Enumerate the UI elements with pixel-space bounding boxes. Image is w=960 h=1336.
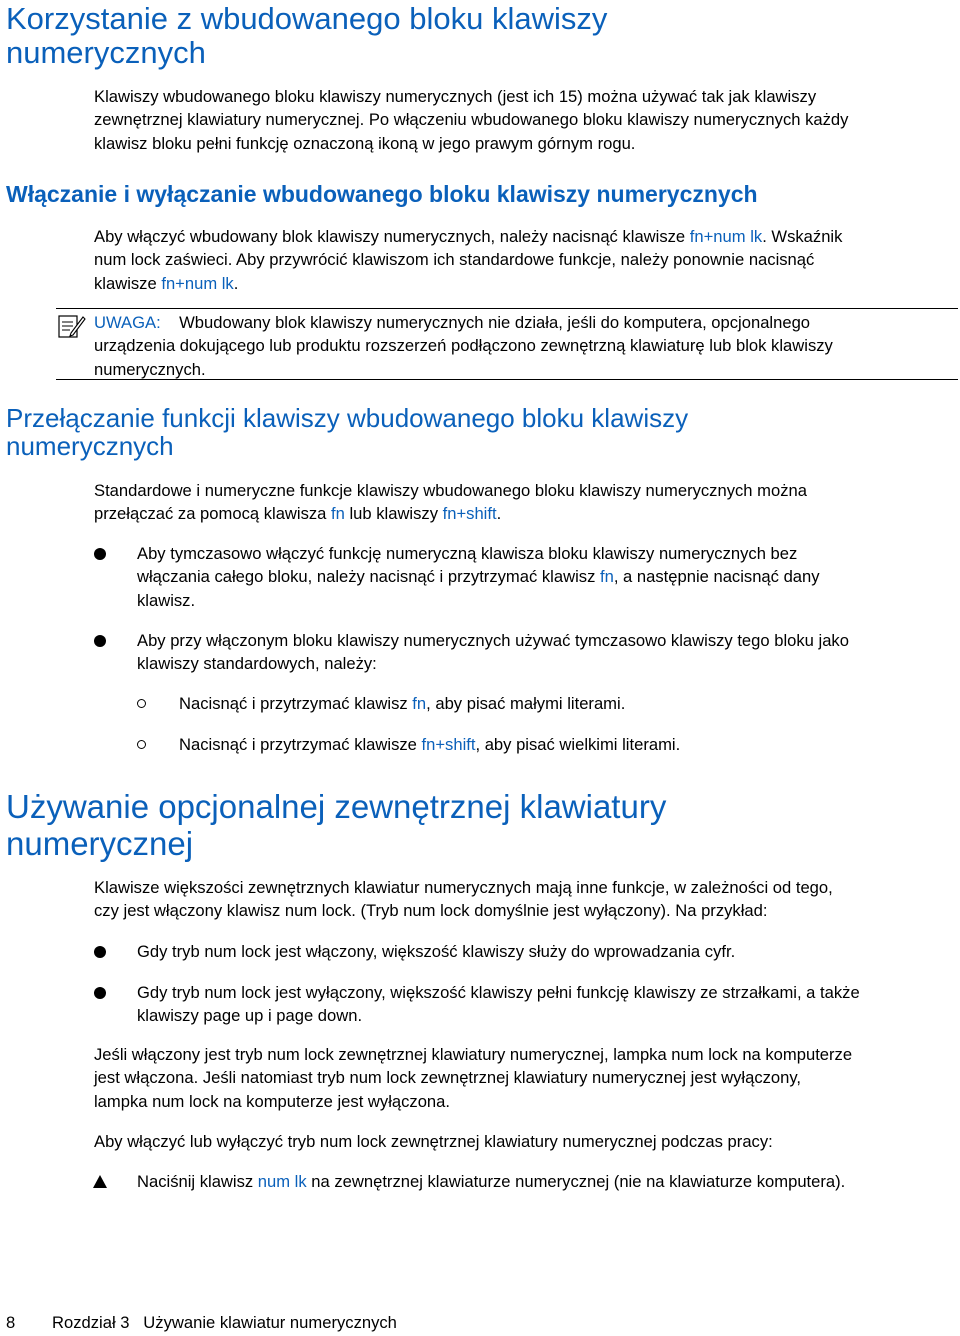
bullet-icon — [94, 946, 106, 958]
list-item: Aby przy włączonym bloku klawiszy numerycznych używać tymczasowo klawiszy tego bloku jako klawiszy standardowych, należy: — [137, 631, 849, 674]
note-bottom-rule — [56, 379, 958, 380]
note-label: UWAGA: — [94, 313, 161, 332]
toggle-paragraph: Aby włączyć lub wyłączyć tryb num lock zewnętrznej klawiatury numerycznej podczas pracy: — [94, 1132, 773, 1151]
section-title-switching — [6, 404, 688, 460]
step-item: Naciśnij klawisz num lk na zewnętrznej klawiaturze numerycznej (nie na klawiaturze komputera). — [137, 1172, 846, 1191]
bullet-icon — [94, 987, 106, 999]
title-line: Korzystanie z wbudowanego bloku klawiszy — [6, 1, 608, 36]
title-line: numerycznej — [6, 825, 194, 862]
key-fn: fn — [412, 694, 427, 713]
numlock-light-paragraph: Jeśli włączony jest tryb num lock zewnętrznej klawiatury numerycznej, lampka num lock na komputerze jest włączona. Jeśli natomiast tryb num lock zewnętrznej klawiatury numerycznej jest wyłączony, lampka num lock na komputerze jest wyłączona. — [94, 1045, 853, 1111]
sub-bullet-icon — [137, 740, 146, 749]
title-line: Używanie opcjonalnej zewnętrznej klawiatury — [6, 788, 667, 825]
title-line: numerycznych — [6, 431, 174, 461]
section-title-enable-disable: Włączanie i wyłączanie wbudowanego bloku klawiszy numerycznych — [6, 181, 758, 207]
list-item: Gdy tryb num lock jest wyłączony, większość klawiszy pełni funkcję klawiszy ze strzałkami, a także klawiszy page up i page down. — [137, 983, 860, 1026]
switching-paragraph: Standardowe i numeryczne funkcje klawiszy wbudowanego bloku klawiszy numerycznych można przełączać za pomocą klawisza fn lub klawiszy fn+shift. — [94, 481, 807, 524]
sub-list-item: Nacisnąć i przytrzymać klawisze fn+shift, aby pisać wielkimi literami. — [179, 735, 681, 754]
sub-list-item: Nacisnąć i przytrzymać klawisz fn, aby pisać małymi literami. — [179, 694, 626, 713]
page-number: 8 — [6, 1313, 16, 1332]
title-line: numerycznych — [6, 35, 206, 70]
key-numlk: num lk — [257, 1172, 307, 1191]
chapter-footer: Rozdział 3 Używanie klawiatur numerycznych — [52, 1313, 397, 1332]
key-fn-numlk: fn+num lk — [689, 227, 763, 246]
section-title-external-keypad — [6, 788, 666, 862]
key-fn-numlk: fn+num lk — [161, 273, 234, 293]
section-title-built-in-keypad — [6, 2, 607, 70]
sub-bullet-icon — [137, 699, 146, 708]
step-arrow-icon — [93, 1175, 107, 1188]
list-item: Gdy tryb num lock jest włączony, większość klawiszy służy do wprowadzania cyfr. — [137, 942, 736, 961]
key-fn: fn — [331, 504, 345, 524]
note-top-rule — [56, 308, 958, 309]
note-icon — [58, 313, 86, 339]
external-paragraph: Klawisze większości zewnętrznych klawiatur numerycznych mają inne funkcje, w zależności od tego, czy jest włączony klawisz num lock. (Tryb num lock domyślnie jest wyłączony). Na przykład: — [94, 878, 833, 921]
intro-paragraph: Klawiszy wbudowanego bloku klawiszy numerycznych (jest ich 15) można używać tak jak klawiszy zewnętrznej klawiatury numerycznej. Po włączeniu wbudowanego bloku klawiszy numerycznych każdy klawisz bloku pełni funkcję oznaczoną ikoną w jego prawym górnym rogu. — [94, 87, 849, 153]
key-fn: fn — [599, 567, 614, 587]
key-fn-shift: fn+shift — [442, 504, 497, 524]
title-line: Przełączanie funkcji klawiszy wbudowanego bloku klawiszy — [6, 403, 689, 433]
note-paragraph: UWAGA: Wbudowany blok klawiszy numerycznych nie działa, jeśli do komputera, opcjonalnego urządzenia dokującego lub produktu rozszerzeń podłączono zewnętrzną klawiaturę lub blok klawiszy numerycznych. — [94, 313, 833, 379]
key-fn-shift: fn+shift — [421, 735, 476, 754]
enable-paragraph: Aby włączyć wbudowany blok klawiszy numerycznych, należy nacisnąć klawisze fn+num lk. Wskaźnik num lock zaświeci. Aby przywrócić klawiszom ich standardowe funkcje, należy ponownie nacisnąć klawisze fn+num lk. — [94, 227, 843, 293]
bullet-icon — [94, 548, 106, 560]
list-item: Aby tymczasowo włączyć funkcję numeryczną klawisza bloku klawiszy numerycznych bez włączania całego bloku, należy nacisnąć i przytrzymać klawisz fn, a następnie nacisnąć dany klawisz. — [137, 544, 820, 610]
bullet-icon — [94, 635, 106, 647]
